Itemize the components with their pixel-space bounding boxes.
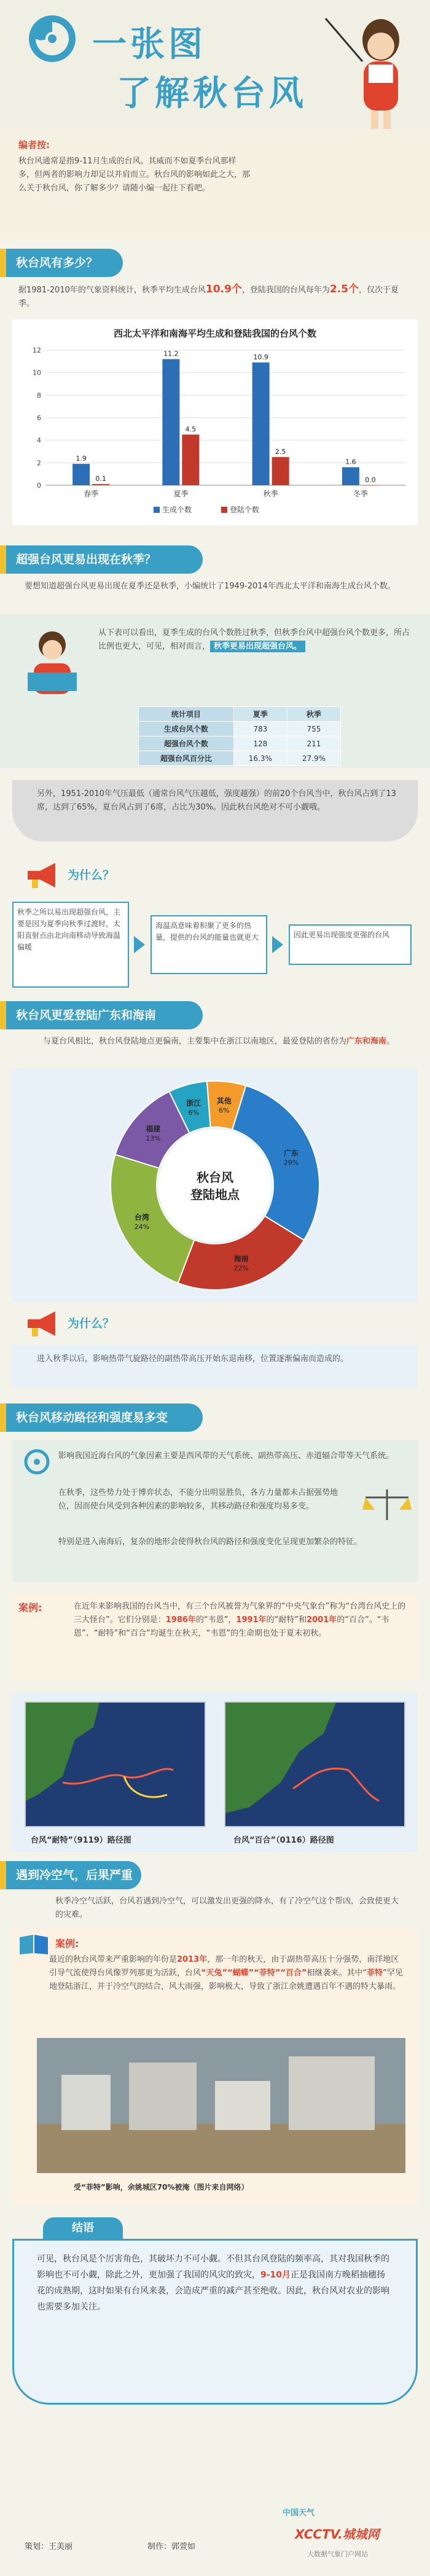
- bar-value-label: 4.5: [185, 425, 197, 434]
- sec2-text2: 从下表可以看出，夏季生成的台风个数胜过秋季，但秋季台风中超强台风个数更多，所占比例也更大，可见，相对而言， 秋季更易出现超强台风。: [98, 628, 410, 651]
- conclusion-text: 可见，秋台风是个厉害角色，其破坏力不可小觑。不但其台风登陆的频率高，其对我国秋季的影响也不可小觑，除此之外，更加强了我国的风灾的致灾，9-10月正是我国南方晚稻抽穗扬花的成熟期，这时如果有台风来袭，会造成严重的减产甚至绝收。因此，秋台风对农业的影响也需要多加关注。: [37, 2254, 389, 2312]
- why2-text: 进入秋季以后，影响热带气旋路径的副热带高压开始东退南移，位置逐渐偏南而造成的。: [37, 1354, 349, 1364]
- megaphone-icon: [25, 1308, 61, 1339]
- sec2-text3: 另外，1951-2010年气压最低（通常台风气压越低，强度越强）的前20个台风当中，秋台风占到了13席，达到了65%，夏台风占到了6席，占比为30%。因此秋台风绝对不可小觑哦。: [37, 789, 396, 812]
- y-tick-label: 4: [37, 436, 41, 445]
- x-tick-label: 春季: [84, 490, 99, 498]
- bar-chart-panel: [12, 319, 418, 525]
- section-title-super-typhoon: 超强台风更易出现在秋季？: [0, 545, 203, 574]
- conclusion-label: 结语: [43, 2217, 123, 2239]
- bar-value-label: 1.9: [76, 455, 87, 463]
- typhoon-eye-icon: [18, 1446, 55, 1477]
- table-cell: 统计项目: [139, 707, 234, 722]
- bar-value-label: 10.9: [253, 353, 268, 362]
- table-cell: 755: [287, 722, 340, 736]
- table-row: [139, 736, 341, 751]
- slice-label: 福建: [146, 1124, 161, 1133]
- credit-plan: 策划：王美丽: [25, 2542, 73, 2551]
- y-tick-label: 12: [33, 346, 41, 354]
- table-row: [139, 751, 341, 766]
- donut-panel: [12, 1069, 418, 1302]
- map-caption-1: 台风“耐特”（9119）路径图: [31, 1836, 131, 1845]
- bar-value-label: 1.6: [345, 458, 356, 466]
- x-tick-label: 夏季: [173, 490, 189, 498]
- slice-percent: 6%: [188, 1109, 199, 1117]
- bar-value-label: 2.5: [275, 448, 286, 456]
- bar: [72, 464, 90, 485]
- table-cell: 27.9%: [287, 751, 340, 766]
- arrow-icon: [134, 936, 145, 953]
- arrow-icon: [272, 936, 283, 953]
- sec4-p1: 影响我国近海台风的气象因素主要是西风带的天气系统、副热带高压、赤道辐合带等天气系统。: [58, 1451, 394, 1461]
- bar: [342, 467, 359, 485]
- y-tick-label: 8: [37, 391, 41, 400]
- table-cell: 超强台风个数: [139, 736, 234, 751]
- title-line-2: 了解秋台风: [117, 74, 307, 114]
- table-cell: 超强台风百分比: [139, 751, 234, 766]
- chart-title: 西北太平洋和南海平均生成和登陆我国的台风个数: [113, 328, 317, 339]
- sec4-p3: 特别是进入南海后，复杂的地形会使得秋台风的路径和强度变化呈现更加繁杂的特征。: [58, 1537, 362, 1547]
- reason-box-2: 海温高意味着积聚了更多的热量，提供的台风的能量也就更大: [150, 915, 267, 974]
- flood-photo: [37, 2038, 405, 2173]
- scale-icon: [362, 1486, 412, 1523]
- map-nari-path: [224, 1701, 405, 1827]
- reason-box-1: 秋季之所以易出现超强台风，主要是因为夏季向秋季过渡时，太阳直射点由北向南移动导致海温偏暖: [12, 902, 129, 988]
- sec5-text: 秋季冷空气活跃，台风若遇到冷空气，可以激发出更强的降水，有了冷空气这个帮凶，会致使更大的灾难。: [55, 1897, 399, 1919]
- map-caption-2: 台风“百合”（0116）路径图: [233, 1836, 334, 1845]
- teacher-illustration: [319, 12, 418, 135]
- donut-hole: [158, 1129, 272, 1242]
- why2-panel: [12, 1345, 418, 1388]
- section-title-path: 秋台风移动路径和强度易多变: [0, 1403, 203, 1432]
- reason-box-3: 因此更易出现强度更强的台风: [289, 924, 412, 965]
- y-tick-label: 6: [37, 414, 41, 422]
- slice-percent: 22%: [233, 1264, 249, 1273]
- intro-label: 编者按:: [18, 139, 50, 150]
- sec2-text: 要想知道超强台风更易出现在夏季还是秋季，小编统计了1949-2014年西北太平洋和南海生成台风个数。: [25, 582, 396, 591]
- slice-label: 其他: [216, 1096, 232, 1106]
- bar-value-label: 11.2: [163, 349, 179, 358]
- bar-value-label: 0.1: [95, 475, 106, 483]
- bar: [162, 359, 179, 485]
- case2-label: 案例:: [55, 1938, 79, 1950]
- table-cell: 夏季: [233, 707, 287, 722]
- y-tick-label: 10: [33, 369, 41, 377]
- donut-chart: [12, 1069, 418, 1302]
- intro-text: 秋台风通常是指9-11月生成的台风。其威而不如夏季台风那样多，但两者的影响力却足以并肩而立。秋台风的影响如此之大，那么关于秋台风，你了解多少？请随小编一起往下看吧。: [18, 157, 251, 193]
- table-cell: 16.3%: [233, 751, 287, 766]
- logo-text-1: 中国天气: [283, 2508, 315, 2518]
- y-tick-label: 0: [37, 482, 41, 490]
- credit-make: 制作：郭萱如: [147, 2542, 196, 2551]
- photo-caption: 受“菲特”影响，余姚城区70%被淹（图片来自网络）: [74, 2183, 249, 2192]
- bar: [272, 457, 289, 485]
- case1-text: 在近年来影响我国的台风当中，有三个台风被誉为气象界的“中央气象台”称为“台湾台风史上的三大怪台”。它们分别是：1986年的“韦恩”，1991年的“耐特”和2001年的“百合”。“韦恩”、“耐特”和“百合”均诞生在秋天，“韦恩”的生命期也处于夏末初秋。: [74, 1602, 406, 1638]
- book-icon: [18, 1934, 49, 1956]
- case2-text: 最近的秋台风带来严重影响的年份是2013年，那一年的秋天，由于副热带高压十分强势，南洋地区引导气流使得台风像罗列那更为活跃，台风“天兔”“蝴蝶”“菲特”“百合”相继袭来。其中“菲特”罕见地登陆浙江，并于冷空气的结合，风大雨强，影响极大，导致了浙江余姚遭遇百年不遇的特大暴雨。: [49, 1955, 403, 1991]
- stat-table: [138, 706, 341, 766]
- x-tick-label: 秋季: [263, 490, 278, 498]
- bar: [182, 435, 199, 486]
- why2-title: 为什么？: [68, 1317, 115, 1330]
- slice-percent: 29%: [283, 1158, 299, 1167]
- section-title-cold-air: 遇到冷空气，后果严重: [0, 1861, 141, 1889]
- table-row: [139, 707, 341, 722]
- why1-title: 为什么？: [68, 868, 115, 882]
- table-cell: 128: [233, 736, 287, 751]
- table-cell: 783: [233, 722, 287, 736]
- slice-label: 广东: [284, 1149, 299, 1158]
- section-title-landing: 秋台风更爱登陆广东和海南: [0, 1001, 203, 1029]
- logo-subtext: 大数据气象门户网站: [307, 2550, 368, 2558]
- legend-label: 登陆个数: [230, 505, 260, 514]
- donut-center-line1: 秋台风: [197, 1170, 233, 1185]
- sec4-p2: 在秋季，这些势力处于博弈状态，不能分出明显胜负，各方力量都未占据强势地位，因而使台风受到各种因素的影响较多，其移动路径和强度均易多变。: [58, 1488, 338, 1511]
- slice-label: 海南: [233, 1254, 249, 1263]
- header: [0, 0, 430, 129]
- legend-swatch: [154, 507, 160, 513]
- table-cell: 秋季: [287, 707, 340, 722]
- bar-chart: [12, 319, 418, 525]
- legend-swatch: [221, 507, 227, 513]
- legend-label: 生成个数: [162, 505, 192, 514]
- donut-center-line2: 登陆地点: [190, 1187, 240, 1202]
- bar: [252, 362, 270, 485]
- megaphone-icon: [25, 860, 61, 891]
- bar: [362, 485, 379, 486]
- x-tick-label: 冬季: [353, 490, 368, 498]
- slice-percent: 24%: [134, 1223, 150, 1231]
- case1-label: 案例:: [18, 1602, 42, 1614]
- slice-label: 台湾: [134, 1213, 149, 1222]
- logo-text-2: XCCTV.城城网: [295, 2527, 380, 2542]
- section-title-how-many: 秋台风有多少？: [0, 249, 123, 277]
- girl-reading-illustration: [18, 626, 86, 706]
- typhoon-icon: [25, 11, 80, 66]
- table-row: [139, 722, 341, 736]
- slice-percent: 13%: [146, 1134, 161, 1142]
- table-cell: 生成台风个数: [139, 722, 234, 736]
- table-cell: 211: [287, 736, 340, 751]
- footer-area: [0, 2414, 430, 2506]
- sec3-text: 与夏台风相比，秋台风登陆地点更偏南，主要集中在浙江以南地区，最爱登陆的省份为广东和海南。: [43, 1037, 395, 1046]
- title-line-1: 一张图: [92, 25, 206, 64]
- map-nat-path: [25, 1701, 206, 1827]
- slice-label: 浙江: [186, 1099, 201, 1108]
- sec1-text: 据1981-2010年的气象资料统计，秋季平均生成台风10.9个，登陆我国的台风每年为2.5个，仅次于夏季。: [18, 283, 399, 308]
- slice-percent: 6%: [219, 1106, 230, 1115]
- bar-value-label: 0.0: [365, 476, 376, 484]
- y-tick-label: 2: [37, 459, 41, 467]
- bar: [92, 484, 109, 485]
